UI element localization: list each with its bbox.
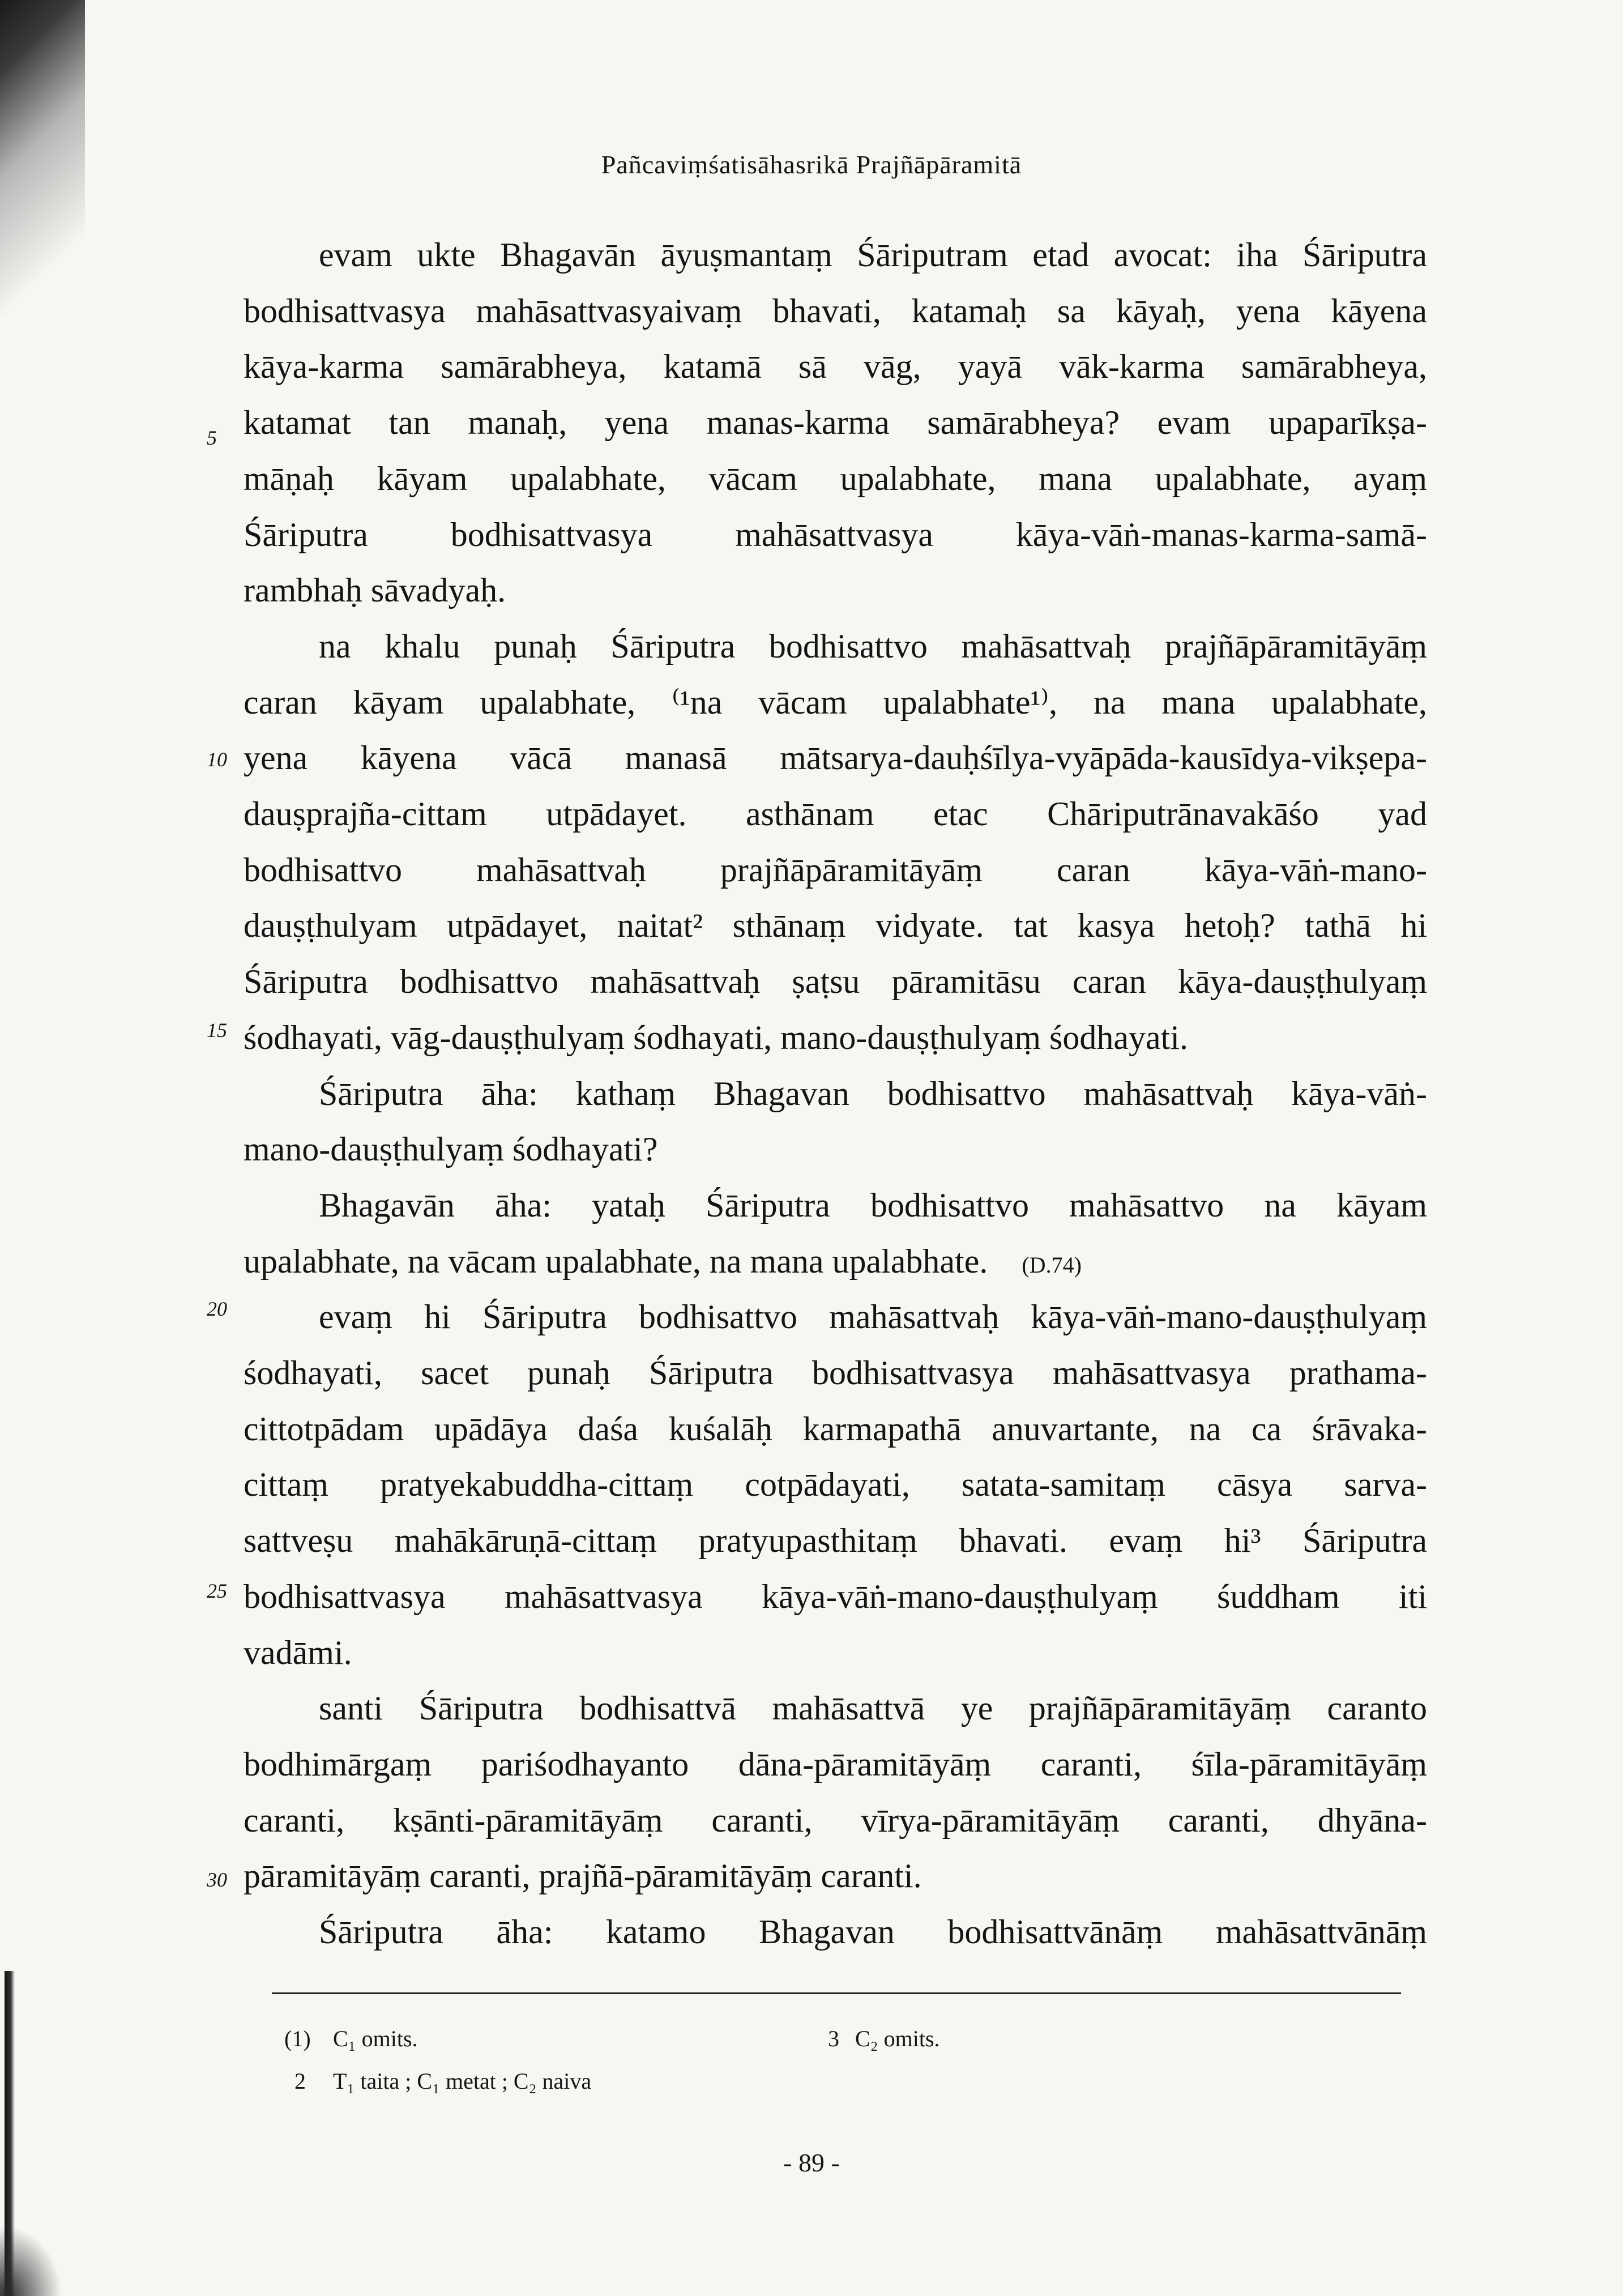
- text-line: [244, 958, 1427, 1005]
- text-line-content: upalabhate, na vācam upalabhate, na mana upalabhate.: [244, 1243, 988, 1280]
- text-line-content: caranti, kṣānti-pāramitāyāṃ caranti, vīrya-pāramitāyāṃ caranti, dhyāna-: [244, 1802, 1427, 1839]
- footnote-mark: 3: [828, 2026, 839, 2051]
- text-line: [244, 1125, 1427, 1173]
- text-line-content: bodhimārgaṃ pariśodhayanto dāna-pāramitāyāṃ caranti, śīla-pāramitāyāṃ: [244, 1746, 1427, 1783]
- text-line: [319, 622, 1427, 670]
- text-line: [244, 1014, 1427, 1061]
- text-line-content: śodhayati, vāg-dauṣṭhulyaṃ śodhayati, mano-dauṣṭhulyaṃ śodhayati.: [244, 1019, 1188, 1056]
- text-line: [319, 1684, 1427, 1732]
- footnote-text: C₁ omits.: [333, 2026, 418, 2051]
- text-line: [244, 566, 1427, 614]
- line-number: 20: [207, 1298, 227, 1320]
- text-line: [244, 1629, 1427, 1676]
- text-line-content: cittotpādam upādāya daśa kuśalāḥ karmapathā anuvartante, na ca śrāvaka-: [244, 1410, 1427, 1448]
- text-line-content: Bhagavān āha: yataḥ Śāriputra bodhisattvo mahāsattvo na kāyam: [319, 1187, 1427, 1224]
- text-line: [319, 1070, 1427, 1117]
- text-line-content: sattveṣu mahākāruṇā-cittaṃ pratyupasthitaṃ bhavati. evaṃ hi³ Śāriputra: [244, 1522, 1427, 1559]
- line-number: 25: [207, 1580, 227, 1602]
- text-line: [244, 1405, 1427, 1453]
- text-line-content: rambhaḥ sāvadyaḥ.: [244, 571, 506, 609]
- footnote-text: T₁ taita ; C₁ metat ; C₂ naiva: [333, 2068, 592, 2094]
- text-line: [319, 1908, 1427, 1956]
- text-line: [244, 1740, 1427, 1788]
- text-line-content: śodhayati, sacet punaḥ Śāriputra bodhisattvasya mahāsattvasya prathama-: [244, 1354, 1427, 1392]
- text-line: [244, 1237, 1427, 1289]
- text-line-content: vadāmi.: [244, 1634, 352, 1671]
- text-line-content: pāramitāyāṃ caranti, prajñā-pāramitāyāṃ caranti.: [244, 1857, 922, 1894]
- text-line-content: dauṣprajña-cittam utpādayet. asthānam etac Chāriputrānavakāśo yad: [244, 795, 1427, 833]
- text-line: [244, 1461, 1427, 1508]
- text-line-content: cittaṃ pratyekabuddha-cittaṃ cotpādayati, satata-samitaṃ cāsya sarva-: [244, 1466, 1427, 1503]
- text-line-content: Śāriputra bodhisattvo mahāsattvaḥ ṣaṭsu pāramitāsu caran kāya-dauṣṭhulyaṃ: [244, 963, 1427, 1000]
- text-line: [244, 1796, 1427, 1844]
- text-line: [244, 734, 1427, 782]
- text-line: [319, 1293, 1427, 1341]
- text-line-content: Śāriputra āha: kathaṃ Bhagavan bodhisattvo mahāsattvaḥ kāya-vāṅ-: [319, 1075, 1427, 1112]
- text-line: [244, 790, 1427, 838]
- text-line-content: katamat tan manaḥ, yena manas-karma samārabheya? evam upaparīkṣa-: [244, 404, 1427, 441]
- text-line: [244, 287, 1427, 335]
- text-line-content: caran kāyam upalabhate, ⁽¹na vācam upalabhate¹⁾, na mana upalabhate,: [244, 684, 1427, 721]
- line-number: 30: [207, 1868, 227, 1891]
- text-line: [244, 343, 1427, 390]
- text-line-content: yena kāyena vācā manasā mātsarya-dauḥśīlya-vyāpāda-kausīdya-vikṣepa-: [244, 739, 1427, 776]
- text-line: [244, 902, 1427, 949]
- text-line: [244, 1852, 1427, 1900]
- footnote-mark: 2: [294, 2068, 306, 2094]
- text-line: [244, 846, 1427, 894]
- text-line: [244, 678, 1427, 726]
- page-number: - 89 -: [783, 2148, 840, 2177]
- text-line: [244, 1573, 1427, 1620]
- text-line: [244, 1349, 1427, 1397]
- text-line: [244, 1517, 1427, 1564]
- footnote-rule: [272, 1992, 1401, 1994]
- text-line-content: na khalu punaḥ Śāriputra bodhisattvo mahāsattvaḥ prajñāpāramitāyāṃ: [319, 628, 1427, 665]
- footnote-text: C₂ omits.: [855, 2026, 940, 2051]
- edition-reference: (D.74): [1022, 1252, 1082, 1278]
- line-number: 10: [207, 748, 227, 771]
- footnote-mark: (1): [284, 2026, 311, 2051]
- text-line: [244, 455, 1427, 502]
- text-line-content: mano-dauṣṭhulyaṃ śodhayati?: [244, 1130, 658, 1168]
- text-line-content: evam ukte Bhagavān āyuṣmantaṃ Śāriputram etad avocat: iha Śāriputra: [319, 236, 1427, 274]
- text-line: [319, 231, 1427, 279]
- text-line-content: dauṣṭhulyam utpādayet, naitat² sthānaṃ vidyate. tat kasya hetoḥ? tathā hi: [244, 907, 1427, 944]
- line-number: 15: [207, 1019, 227, 1042]
- text-line-content: Śāriputra āha: katamo Bhagavan bodhisattvānāṃ mahāsattvānāṃ: [319, 1913, 1427, 1951]
- text-line-content: santi Śāriputra bodhisattvā mahāsattvā ye prajñāpāramitāyāṃ caranto: [319, 1689, 1427, 1727]
- text-line-content: bodhisattvo mahāsattvaḥ prajñāpāramitāyāṃ caran kāya-vāṅ-mano-: [244, 851, 1427, 889]
- binding-smudge: [0, 2226, 62, 2296]
- text-line: [319, 1181, 1427, 1229]
- text-line-content: māṇaḥ kāyam upalabhate, vācam upalabhate, mana upalabhate, ayaṃ: [244, 460, 1427, 497]
- line-number: 5: [207, 426, 217, 449]
- text-line-content: evaṃ hi Śāriputra bodhisattvo mahāsattvaḥ kāya-vāṅ-mano-dauṣṭhulyaṃ: [319, 1298, 1427, 1335]
- text-line-content: kāya-karma samārabheya, katamā sā vāg, yayā vāk-karma samārabheya,: [244, 348, 1427, 385]
- text-line: [244, 399, 1427, 446]
- text-line-content: bodhisattvasya mahāsattvasya kāya-vāṅ-mano-dauṣṭhulyaṃ śuddham iti: [244, 1578, 1427, 1615]
- text-line-content: bodhisattvasya mahāsattvasyaivaṃ bhavati, katamaḥ sa kāyaḥ, yena kāyena: [244, 292, 1427, 330]
- text-line-content: Śāriputra bodhisattvasya mahāsattvasya kāya-vāṅ-manas-karma-samā-: [244, 516, 1427, 553]
- text-line: [244, 511, 1427, 558]
- running-head: Pañcaviṃśatisāhasrikā Prajñāpāramitā: [601, 150, 1022, 179]
